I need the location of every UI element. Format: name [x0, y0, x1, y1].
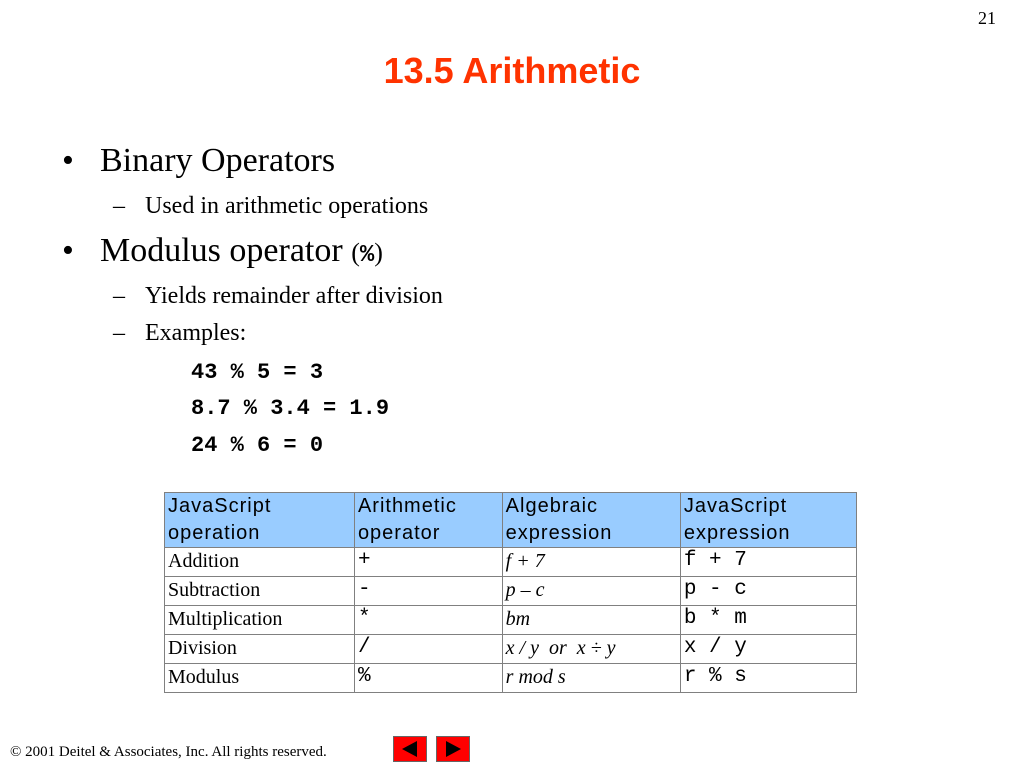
page-number: 21	[978, 8, 996, 28]
table-row	[165, 606, 857, 635]
table-row	[165, 548, 857, 577]
operators-table	[164, 492, 857, 693]
cell-operator: /	[354, 635, 502, 664]
previous-slide-button[interactable]	[393, 736, 427, 762]
slide-title: 13.5 Arithmetic	[383, 50, 641, 91]
cell-operation: Addition	[165, 548, 355, 577]
cell-algebraic: x / y or x ÷ y	[502, 635, 680, 664]
header-js-operation: JavaScript operation	[165, 493, 355, 548]
cell-js-expression: f + 7	[680, 548, 856, 577]
cell-algebraic: bm	[502, 606, 680, 635]
example-3: 24 % 6 = 0	[191, 433, 324, 458]
cell-operation: Division	[165, 635, 355, 664]
cell-algebraic: f + 7	[502, 548, 680, 577]
cell-operator: *	[354, 606, 502, 635]
sub-bullet-arithmetic-operations: – Used in arithmetic operations	[113, 193, 429, 219]
sub-bullet-dash: –	[113, 283, 125, 309]
cell-js-expression: r % s	[680, 664, 856, 693]
copyright-symbol: ©	[10, 744, 22, 760]
sub-bullet-dash: –	[113, 193, 125, 219]
cell-operator: -	[354, 577, 502, 606]
sub-bullet-examples: – Examples:	[113, 320, 247, 346]
cell-algebraic: r mod s	[502, 664, 680, 693]
header-arith-operator: Arithmetic operator	[354, 493, 502, 548]
bullet-dot: •	[62, 142, 74, 179]
triangle-left-icon	[394, 737, 426, 761]
sub-bullet-remainder: – Yields remainder after division	[113, 283, 443, 309]
footer-copyright	[10, 744, 327, 761]
cell-operation: Multiplication	[165, 606, 355, 635]
table-row	[165, 577, 857, 606]
cell-js-expression: x / y	[680, 635, 856, 664]
cell-js-expression: b * m	[680, 606, 856, 635]
bullet-dot: •	[62, 232, 74, 269]
cell-operation: Modulus	[165, 664, 355, 693]
bullet-binary-operators: • Binary Operators	[62, 142, 336, 179]
copyright-text: 2001 Deitel & Associates, Inc. All rights reserved.	[25, 744, 327, 760]
header-js-expression: JavaScript expression	[680, 493, 856, 548]
cell-operator: +	[354, 548, 502, 577]
cell-operator: %	[354, 664, 502, 693]
next-slide-button[interactable]	[436, 736, 470, 762]
triangle-right-icon	[437, 737, 469, 761]
cell-operation: Subtraction	[165, 577, 355, 606]
sub-bullet-dash: –	[113, 320, 125, 346]
cell-algebraic: p – c	[502, 577, 680, 606]
example-1: 43 % 5 = 3	[191, 360, 324, 385]
header-algebraic-expression: Algebraic expression	[502, 493, 680, 548]
cell-js-expression: p - c	[680, 577, 856, 606]
example-2: 8.7 % 3.4 = 1.9	[191, 396, 390, 421]
table-row	[165, 664, 857, 693]
bullet-modulus-operator: • Modulus operator (%)	[62, 232, 383, 269]
table-row	[165, 635, 857, 664]
table-header-row	[165, 493, 857, 548]
modulus-symbol: %	[359, 242, 375, 269]
